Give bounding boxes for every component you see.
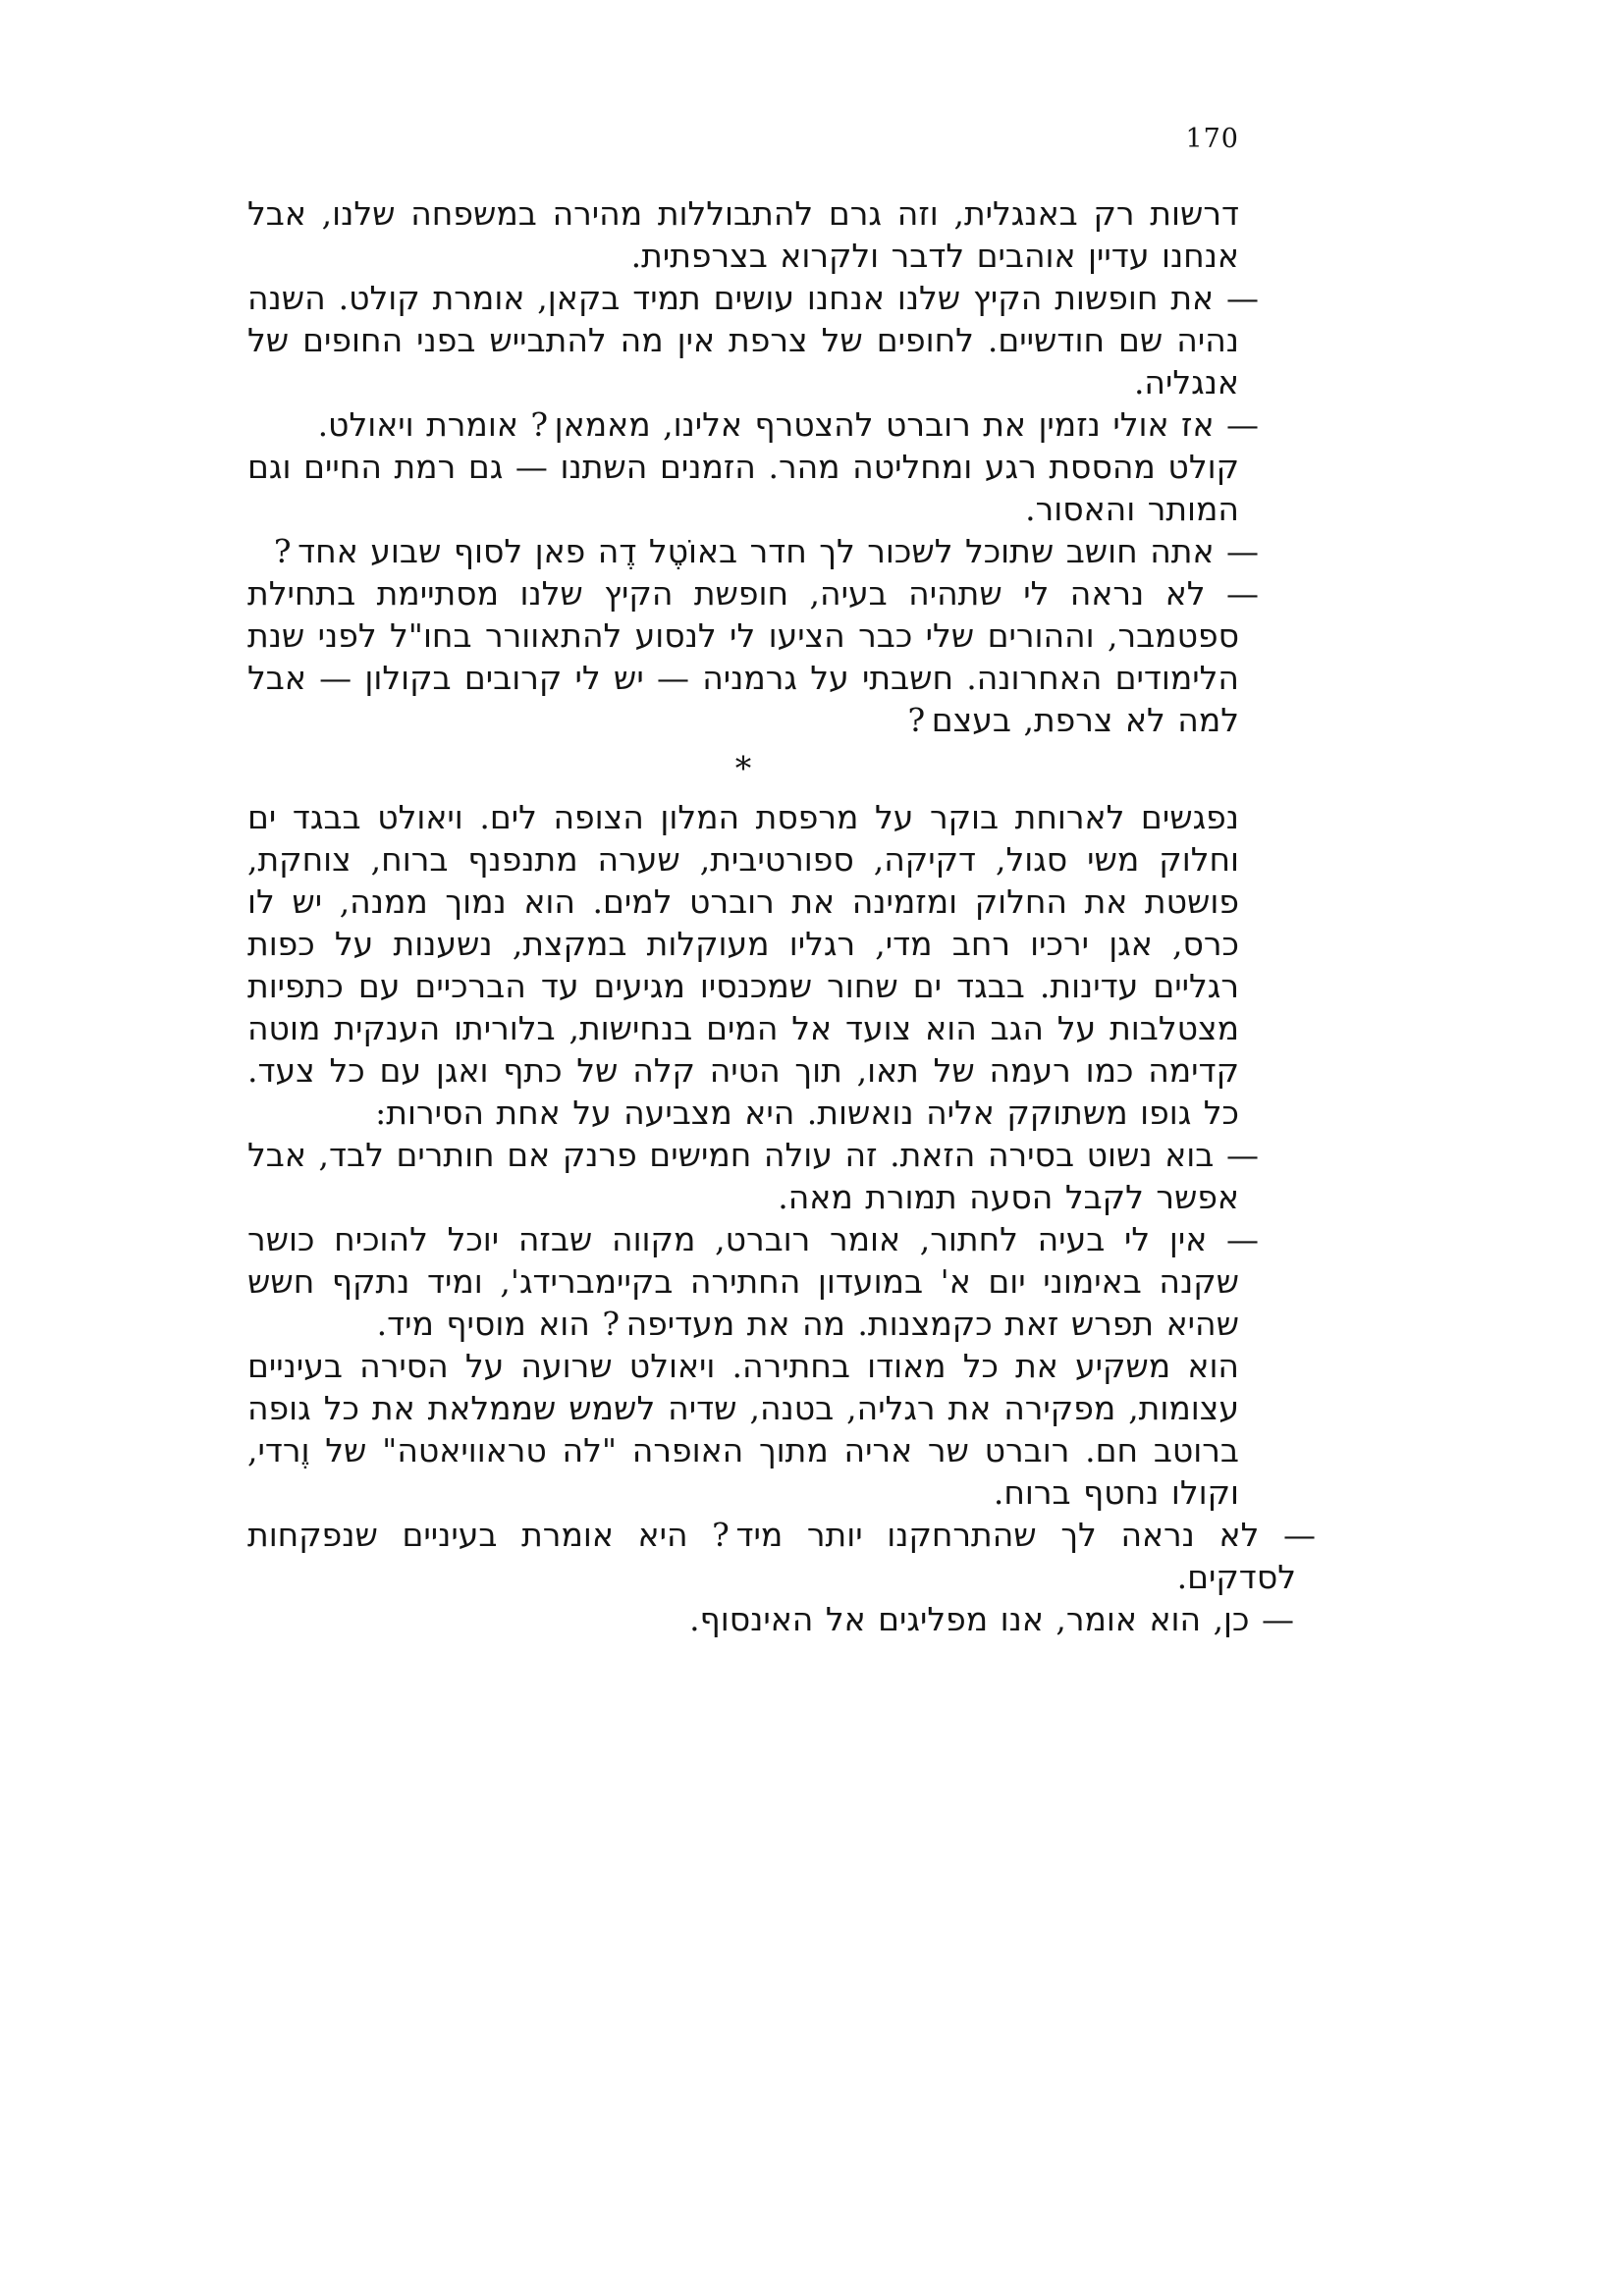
dialogue-paragraph: — כן, הוא אומר, אנו מפליגים אל האינסוף. [689, 1600, 1294, 1638]
page-number: 170 [1185, 124, 1239, 154]
dialogue-paragraph: — אתה חושב שתוכל לשכור לך חדר באוֹטֶל דֶה פאן לסוף שבוע אחד ? [273, 532, 1259, 570]
dialogue-paragraph: — את חופשות הקיץ שלנו אנחנו עושים תמיד בקאן, אומרת קולט. השנה נהיה שם חודשיים. לחופים של צרפת אין מה להתבייש בפני החופים של אנגליה. [247, 279, 1259, 401]
paragraph-continuation: דרשות רק באנגלית, וזה גרם להתבוללות מהירה במשפחה שלנו, אבל אנחנו עדיין אוהבים לדבר ולקרוא בצרפתית. [247, 194, 1239, 275]
narration-paragraph: הוא משקיע את כל מאודו בחתירה. ויאולט שרועה על הסירה בעיניים עצומות, מפקירה את רגליה, בטנה, שדיה לשמש שממלאת את כל גופה ברוטב חם. רוברט שר אריה מתוך האופרה "לה טראוויאטה" של וֶרדי, וקולו נחטף ברוח. [247, 1347, 1239, 1512]
dialogue-paragraph: — אין לי בעיה לחתור, אומר רוברט, מקווה שבזה יוכל להוכיח כושר שקנה באימוני יום א' במועדון החתירה בקיימברידג', ומיד נתקף חשש שהיא תפרש זאת כקמצנות. מה את מעדיפה ? הוא מוסיף מיד. [247, 1220, 1259, 1343]
dialogue-paragraph: — אז אולי נזמין את רוברט להצטרף אלינו, מאמאן ? אומרת ויאולט. [317, 405, 1259, 444]
section-separator-asterisk: * [734, 749, 752, 787]
text-block [247, 192, 1316, 1640]
narration-paragraph: נפגשים לארוחת בוקר על מרפסת המלון הצופה לים. ויאולט בבגד ים וחלוק משי סגול, דקיקה, ספורטיבית, שערה מתנפנף ברוח, צוחקת, פושטת את החלוק ומזמינה את רוברט למים. הוא נמוך ממנה, יש לו כרס, אגן ירכיו רחב מדי, רגליו מעוקלות במקצת, נשענות על כפות רגליים עדינות. בבגד ים שחור שמכנסיו מגיעים עד הברכיים עם כתפיות מצטלבות על הגב הוא צועד אל המים בנחישות, בלוריתו הענקית מוטה קדימה כמו רעמה של תאו, תוך הטיה קלה של כתף ואגן עם כל צעד. כל גופו משתוקק אליה נואשות. היא מצביעה על אחת הסירות: [247, 798, 1239, 1132]
dialogue-paragraph: — לא נראה לך שהתרחקנו יותר מיד ? היא אומרת בעיניים שנפקחות לסדקים. [247, 1516, 1316, 1596]
dialogue-paragraph: — לא נראה לי שתהיה בעיה, חופשת הקיץ שלנו מסתיימת בתחילת ספטמבר, וההורים שלי כבר הציעו לי לנסוע להתאוורר בחו"ל לפני שנת הלימודים האחרונה. חשבתי על גרמניה — יש לי קרובים בקולון — אבל למה לא צרפת, בעצם ? [247, 574, 1259, 739]
dialogue-paragraph: — בוא נשוט בסירה הזאת. זה עולה חמישים פרנק אם חותרים לבד, אבל אפשר לקבל הסעה תמורת מאה. [247, 1136, 1259, 1216]
narration-paragraph: קולט מהססת רגע ומחליטה מהר. הזמנים השתנו — גם רמת החיים וגם המותר והאסור. [247, 448, 1239, 528]
